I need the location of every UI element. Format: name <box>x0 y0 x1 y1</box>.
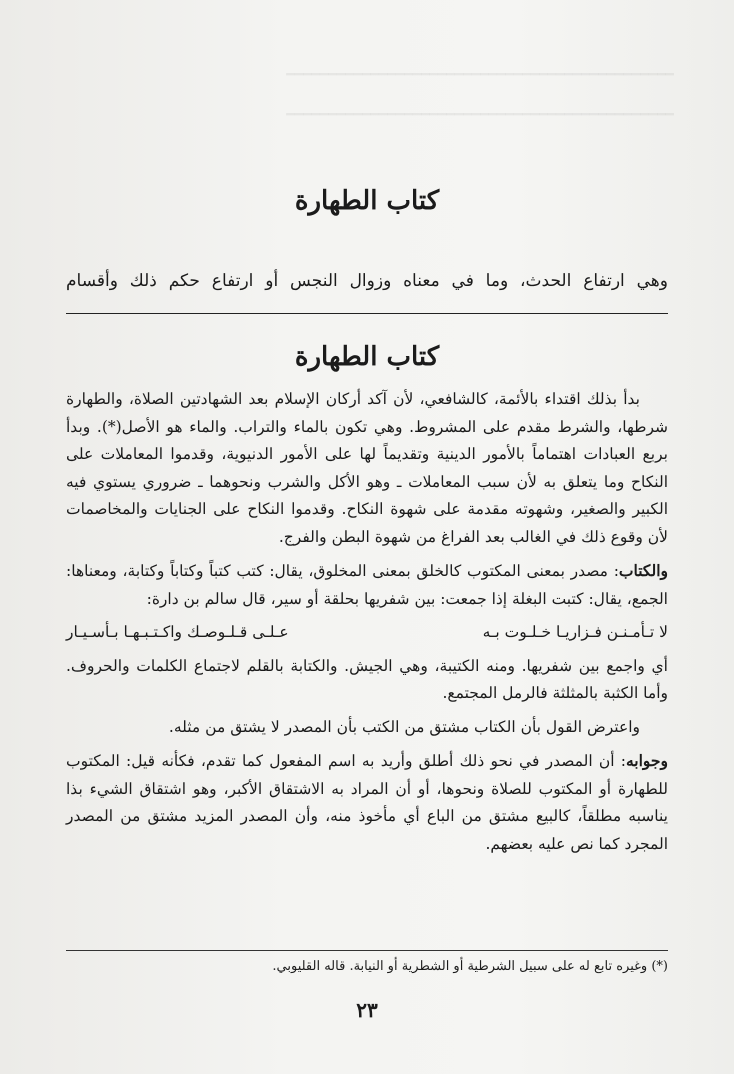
verse-second-hemistich: عـلـى قـلـوصـك واكـتـبـهـا بـأسـيـار <box>66 623 289 641</box>
page-number: ٢٣ <box>356 998 378 1022</box>
keyword-jawabuhu: وجوابه <box>625 751 668 770</box>
matn-text: وهي ارتفاع الحدث، وما في معناه وزوال النجس أو ارتفاع حكم ذلك وأقسام <box>66 271 668 291</box>
paragraph-2-text: : مصدر بمعنى المكتوب كالخلق بمعنى المخلوق، يقال: كتب كتباً وكتاباً وكتابة، ومعناها: الجمع، يقال: كتبت البغلة إذا جمعت: بين شفريها بحلقة أو سير، قال سالم بن دارة: <box>66 562 668 608</box>
paragraph-5-text: : أن المصدر في نحو ذلك أطلق وأريد به اسم المفعول كما تقدم، فكأنه قيل: المكتوب للطهارة أو المكتوب للصلاة ونحوها، أو أن المراد به الاشتقاق الأكبر، وهو اشتقاق الشيء بذا يناسبه مطلقاً، كالبيع مشتق من الباع أي مأخوذ منه، وأن المصدر المزيد مشتق من المصدر المجرد كما نص عليه بعضهم. <box>66 752 668 853</box>
paragraph-4: واعترض القول بأن الكتاب مشتق من الكتب بأن المصدر لا يشتق من مثله. <box>168 717 640 736</box>
paragraph-5 <box>66 747 668 858</box>
book-title: كتاب الطهارة <box>294 186 440 216</box>
paragraph-1: بدأ بذلك اقتداء بالأئمة، كالشافعي، لأن آكد أركان الإسلام بعد الشهادتين الصلاة، والطهارة شرطها، والشرط مقدم على المشروط. وهي تكون بالماء والتراب. والماء هو الأصل(*). وبدأ بربع العبادات اهتماماً بالأمور الدينية وتقديماً لها على الأمور الدنيوية، وقدموا المعاملات على النكاح وما يتعلق به لأن سبب المعاملات ـ وهو الأكل والشرب ونحوهما ـ ضروري يستوي فيه الكبير والصغير، وشهوته مقدمة على شهوة النكاح. وقدموا النكاح على الجنايات والمخاصمات لأن وقوع ذلك في الغالب بعد الفراغ من شهوة البطن والفرج. <box>66 390 668 546</box>
paragraph-2 <box>66 557 668 613</box>
commentary-title: كتاب الطهارة <box>294 342 440 372</box>
bleed-through-texture: ━━━━━━━━━━━━━━━━━━━━━━━━━━━━━━━━━━━━━━━━━━━━━━ <box>286 67 674 83</box>
commentary-body <box>66 386 668 864</box>
paragraph-3: أي واجمع بين شفريها. ومنه الكتيبة، وهي الجيش. والكتابة بالقلم لاجتماع الكلمات والحروف. وأما الكثبة بالمثلثة فالرمل المجتمع. <box>66 656 668 702</box>
bleed-through-texture: ━━━━━━━━━━━━━━━━━━━━━━━━━━━━━━━━━━━━━━━━━━━━━━ <box>286 107 674 123</box>
keyword-kitab: والكتاب <box>618 561 668 580</box>
matn-divider <box>66 313 668 314</box>
footnote-divider <box>66 950 668 951</box>
poetry-verse <box>66 619 668 647</box>
verse-first-hemistich: لا تـأمـنـن فـزاريـا خـلـوت بـه <box>482 623 668 641</box>
footnote: (*) وغيره تابع له على سبيل الشرطية أو الشطرية أو النيابة. قاله القليوبي. <box>272 959 668 974</box>
